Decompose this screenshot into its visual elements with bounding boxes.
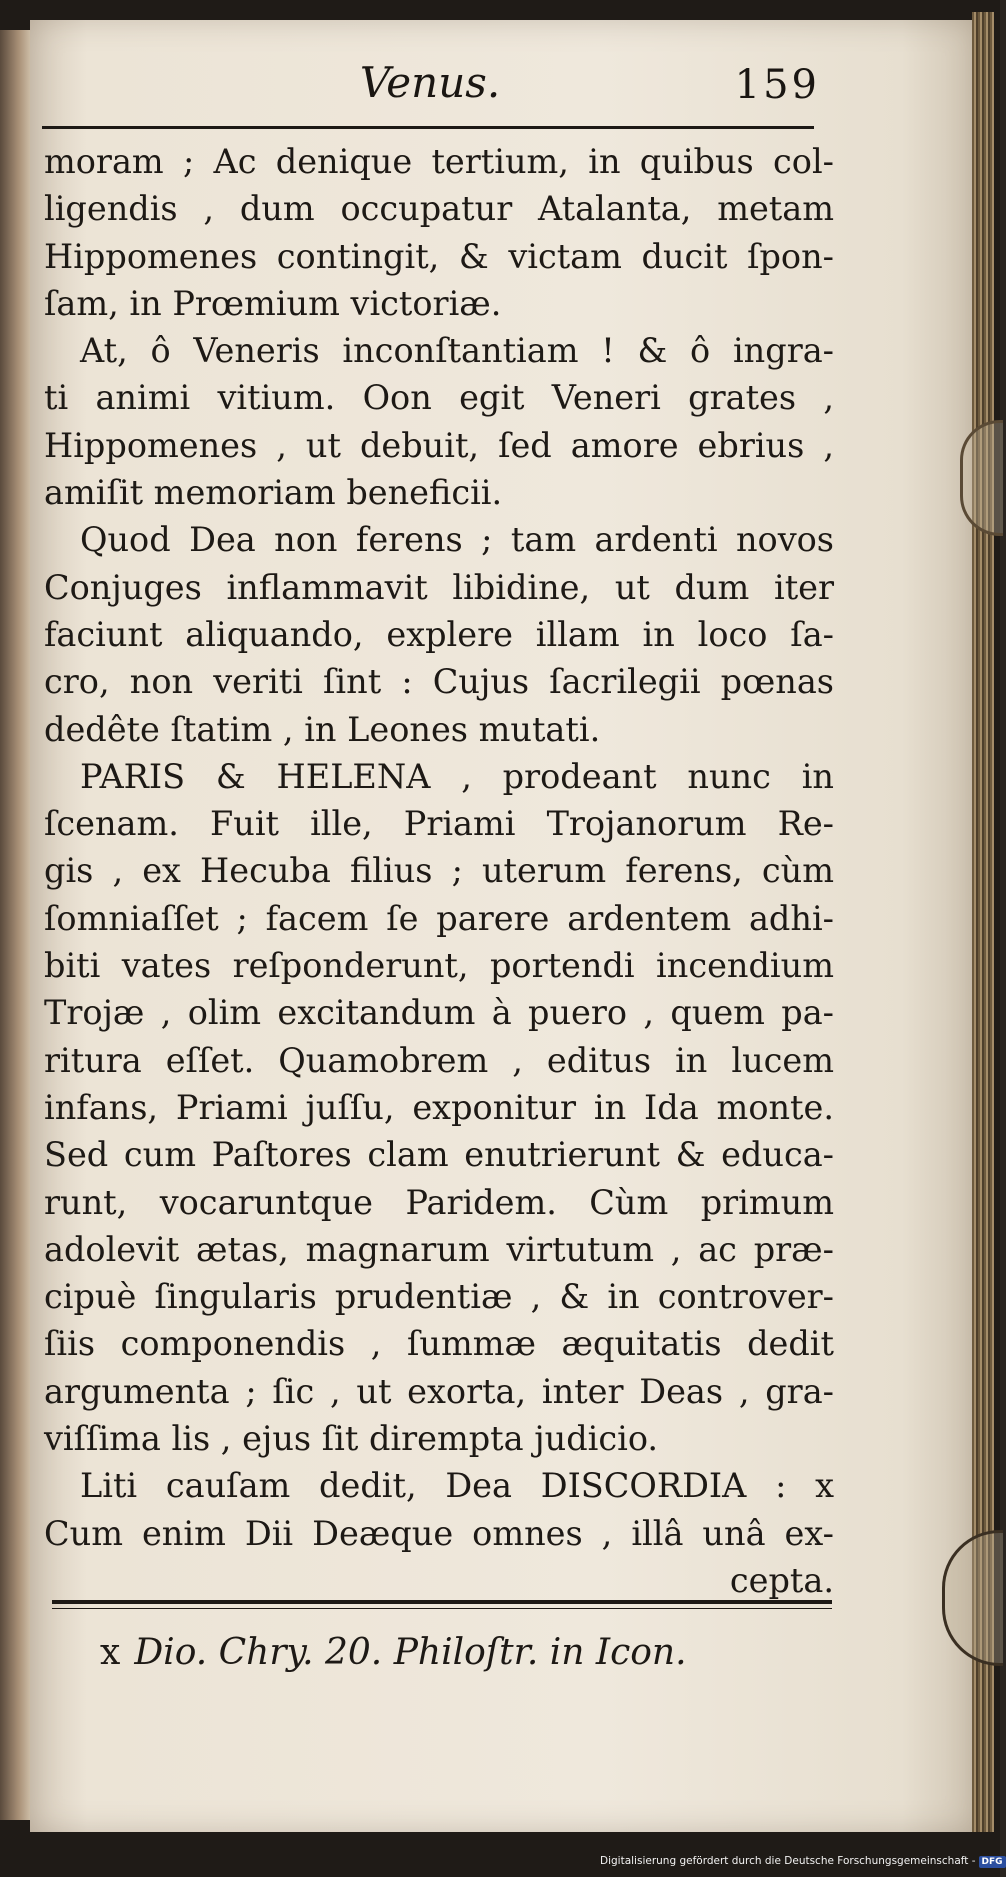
text-line: cipuè ſingularis prudentiæ , & in controver- [44,1277,834,1317]
footnote-reference: Dio. Chry. 20. Philoſtr. in Icon. [134,1632,687,1673]
text-line: argumenta ; ſic , ut exorta, inter Deas , gra- [44,1371,834,1411]
text-line: viſſima lis , ejus ſit dirempta judicio. [44,1419,659,1459]
text-line: biti vates reſponderunt, portendi incendium [44,946,834,986]
text-line: Hippomenes contingit, & victam ducit ſpon- [44,236,834,276]
binding-edge [0,30,34,1820]
running-head-title: Venus. [359,58,501,107]
footnote-mark: x [100,1632,121,1673]
text-line: Cum enim Dii Deæque omnes , illâ unâ ex- [44,1513,834,1553]
text-line: amiſit memoriam beneficii. [44,473,503,513]
footnote-rule [52,1600,832,1604]
digitization-credit [600,1855,1003,1868]
text-line: cro, non veriti ſint : Cujus ſacrilegii pœnas [44,662,834,702]
text-line: Trojæ , olim excitandum à puero , quem pa- [44,993,834,1033]
text-line: Liti cauſam dedit, Dea DISCORDIA : x [80,1466,834,1506]
text-line: ſam, in Prœmium victoriæ. [44,283,502,323]
body-text [44,138,834,1604]
text-line: At, ô Veneris inconſtantiam ! & ô ingra- [80,331,834,371]
footnote [100,1632,800,1673]
text-line: ſomniaſſet ; facem ſe parere ardentem adhi- [44,898,834,938]
text-line: moram ; Ac denique tertium, in quibus col- [44,142,834,181]
catchword: cepta. [729,1560,834,1600]
dfg-logo-badge: DFG [979,1856,1006,1868]
footnote-rule-thin [52,1608,832,1609]
text-line: ſcenam. Fuit ille, Priami Trojanorum Re- [44,804,834,844]
text-line: Hippomenes , ut debuit, ſed amore ebrius , [44,425,834,465]
text-line: Sed cum Paſtores clam enutrierunt & educa- [44,1135,834,1175]
text-line: gis , ex Hecuba filius ; uterum ferens, cùm [44,851,834,891]
text-line: infans, Priami juſſu, exponitur in Ida monte. [44,1087,834,1127]
text-line: ligendis , dum occupatur Atalanta, metam [44,189,834,229]
text-line: Quod Dea non ferens ; tam ardenti novos [80,520,834,560]
clasp-top [960,420,1003,536]
text-line: faciunt aliquando, explere illam in loco ſa- [44,614,834,654]
text-line: ritura eſſet. Quamobrem , editus in lucem [44,1040,834,1080]
text-line: adolevit ætas, magnarum virtutum , ac præ- [44,1229,834,1269]
page-number: 159 [734,62,820,108]
header-rule [42,126,814,129]
credit-text: Digitalisierung gefördert durch die Deutsche Forschungsgemeinschaft - [600,1855,976,1867]
text-line: dedête ſtatim , in Leones mutati. [44,709,601,749]
text-line: PARIS & HELENA , prodeant nunc in [80,756,834,796]
text-line: runt, vocaruntque Paridem. Cùm primum [44,1182,834,1222]
text-line: Conjuges inflammavit libidine, ut dum iter [44,567,834,607]
text-line: ti animi vitium. Oon egit Veneri grates , [44,378,834,418]
text-line: ſiis componendis , ſummæ æquitatis dedit [44,1324,834,1364]
